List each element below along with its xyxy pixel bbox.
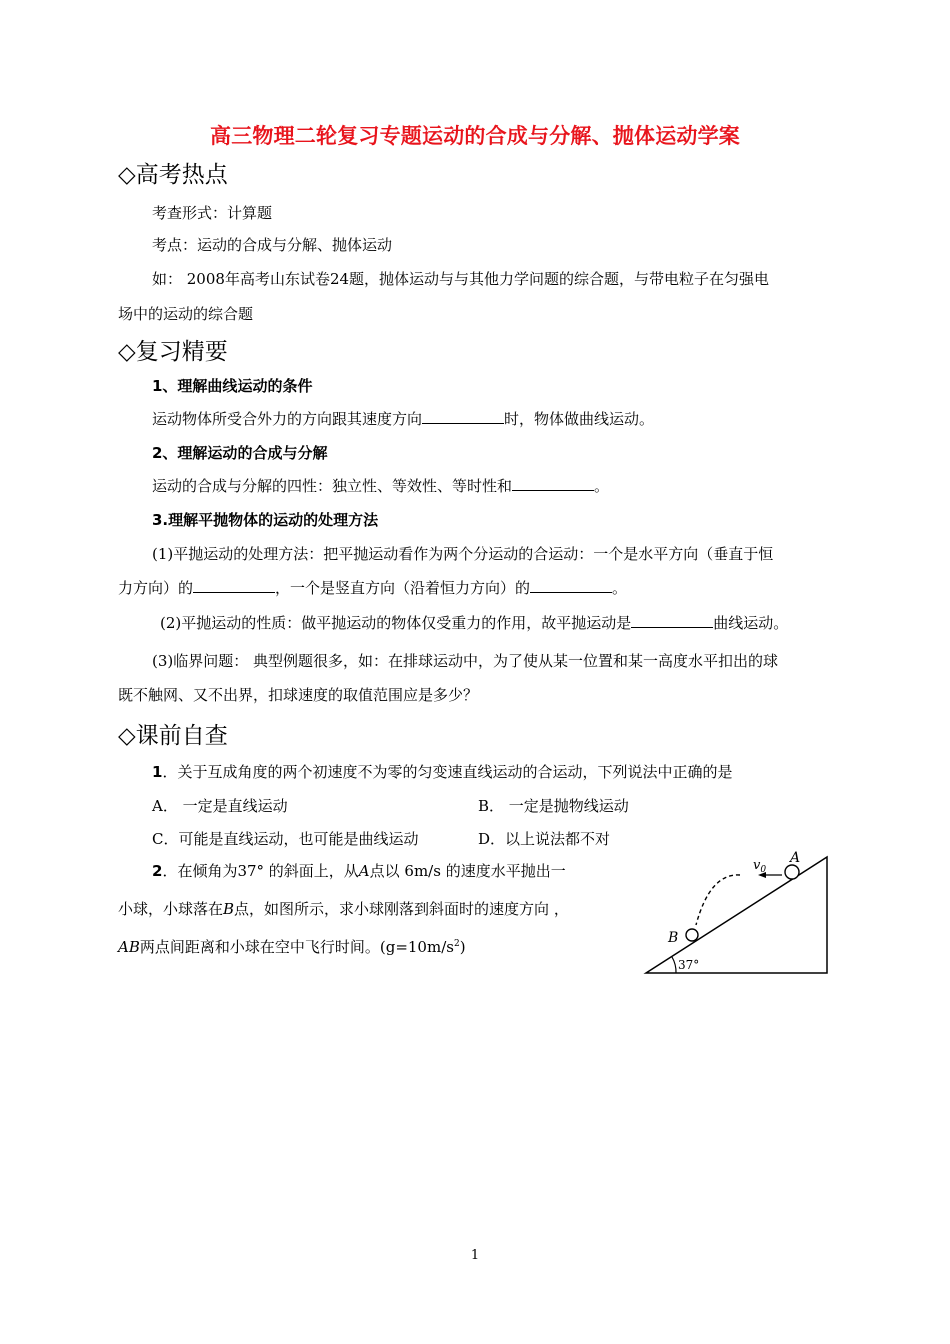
fill-blank[interactable]: [631, 613, 713, 628]
fill-blank[interactable]: [193, 578, 275, 593]
review-p2-a: (2)平抛运动的性质：做平抛运动的物体仅受重力的作用，故平抛运动是: [160, 614, 632, 632]
question1-text: ．关于互成角度的两个初速度不为零的匀变速直线运动的合运动，下列说法中正确的是: [162, 763, 733, 781]
ball-b: [686, 929, 698, 941]
example-text-line2: 场中的运动的综合题: [118, 305, 254, 323]
label-angle: 37°: [678, 958, 700, 972]
point-a-label: A: [358, 862, 370, 880]
segment-ab-label: AB: [118, 938, 140, 956]
review-p2: [160, 612, 788, 633]
review-item3-title: 3.理解平抛物体的运动的处理方法: [152, 511, 379, 529]
review-item1-title: 1、理解曲线运动的条件: [152, 377, 313, 395]
fill-blank[interactable]: [422, 409, 504, 424]
question1-option-d: D．以上说法都不对: [478, 830, 611, 848]
question1-option-b: B． 一定是抛物线运动: [478, 797, 629, 815]
question2-line3-a: 两点间距离和小球在空中飞行时间。(g=10m/s: [139, 938, 454, 956]
review-p2-b: 曲线运动。: [713, 614, 789, 632]
page-number: 1: [470, 1248, 480, 1263]
label-v0: [753, 858, 766, 875]
question2-line3: [118, 936, 466, 957]
review-p1-line2-c: 。: [612, 579, 628, 597]
label-v0-sub: 0: [760, 865, 767, 875]
question1-stem: [152, 761, 732, 782]
question2-line2-a: 小球，小球落在: [118, 900, 224, 918]
review-p1-line1: (1)平抛运动的处理方法：把平抛运动看作为两个分运动的合运动：一个是水平方向（垂直于恒: [152, 545, 774, 563]
section-heading-review: ◇复习精要: [118, 339, 228, 365]
ball-a: [785, 865, 799, 879]
review-p1-line2-b: ，一个是竖直方向（沿着恒力方向）的: [275, 579, 531, 597]
example-text-line1: 如： 2008年高考山东试卷24题，抛体运动与与其他力学问题的综合题，与带电粒子在匀强电: [152, 270, 770, 288]
review-item2-text-a: 运动的合成与分解的四性：独立性、等效性、等时性和: [152, 477, 513, 495]
label-v0-main: v: [753, 858, 761, 873]
question2-line2: [118, 898, 569, 919]
question1-option-a: A． 一定是直线运动: [152, 797, 288, 815]
exponent: 2: [453, 939, 460, 949]
review-p3-line2: 既不触网、又不出界，扣球速度的取值范围应是多少？: [118, 686, 479, 704]
review-p1-line2: [118, 577, 627, 598]
question2-line1-b: 点以 6m/s 的速度水平抛出一: [369, 862, 566, 880]
question2-line1-a: ．在倾角为37° 的斜面上，从: [162, 862, 359, 880]
review-p3-line1: (3)临界问题： 典型例题很多，如：在排球运动中，为了使从某一位置和某一高度水平扣出的球: [152, 652, 779, 670]
fill-blank[interactable]: [512, 476, 594, 491]
review-item1-text-a: 运动物体所受合外力的方向跟其速度方向: [152, 410, 423, 428]
question2-line3-b: ): [459, 938, 466, 956]
question2-line1: [152, 860, 566, 881]
question1-number: 1: [152, 763, 163, 781]
exam-form-text: 考查形式：计算题: [152, 204, 273, 222]
review-item2-text-b: 。: [594, 477, 610, 495]
review-item2-title: 2、理解运动的合成与分解: [152, 444, 328, 462]
review-item1-text: [152, 408, 654, 429]
fill-blank[interactable]: [530, 578, 612, 593]
question2-number: 2: [152, 862, 163, 880]
section-heading-hot: ◇高考热点: [118, 162, 228, 188]
label-a: A: [790, 850, 801, 866]
review-p1-line2-a: 力方向）的: [118, 579, 194, 597]
label-b: B: [668, 930, 679, 946]
incline-diagram: [640, 845, 840, 980]
page-title: 高三物理二轮复习专题运动的合成与分解、抛体运动学案: [210, 124, 740, 148]
review-item1-text-b: 时，物体做曲线运动。: [504, 410, 655, 428]
exam-point-text: 考点：运动的合成与分解、抛体运动: [152, 236, 393, 254]
section-heading-precheck: ◇课前自查: [118, 723, 228, 749]
question1-option-c: C．可能是直线运动，也可能是曲线运动: [152, 830, 419, 848]
angle-arc: [672, 957, 676, 973]
point-b-label: B: [223, 900, 235, 918]
review-item2-text: [152, 475, 609, 496]
question2-line2-b: 点，如图所示，求小球刚落到斜面时的速度方向 ，: [234, 900, 569, 918]
